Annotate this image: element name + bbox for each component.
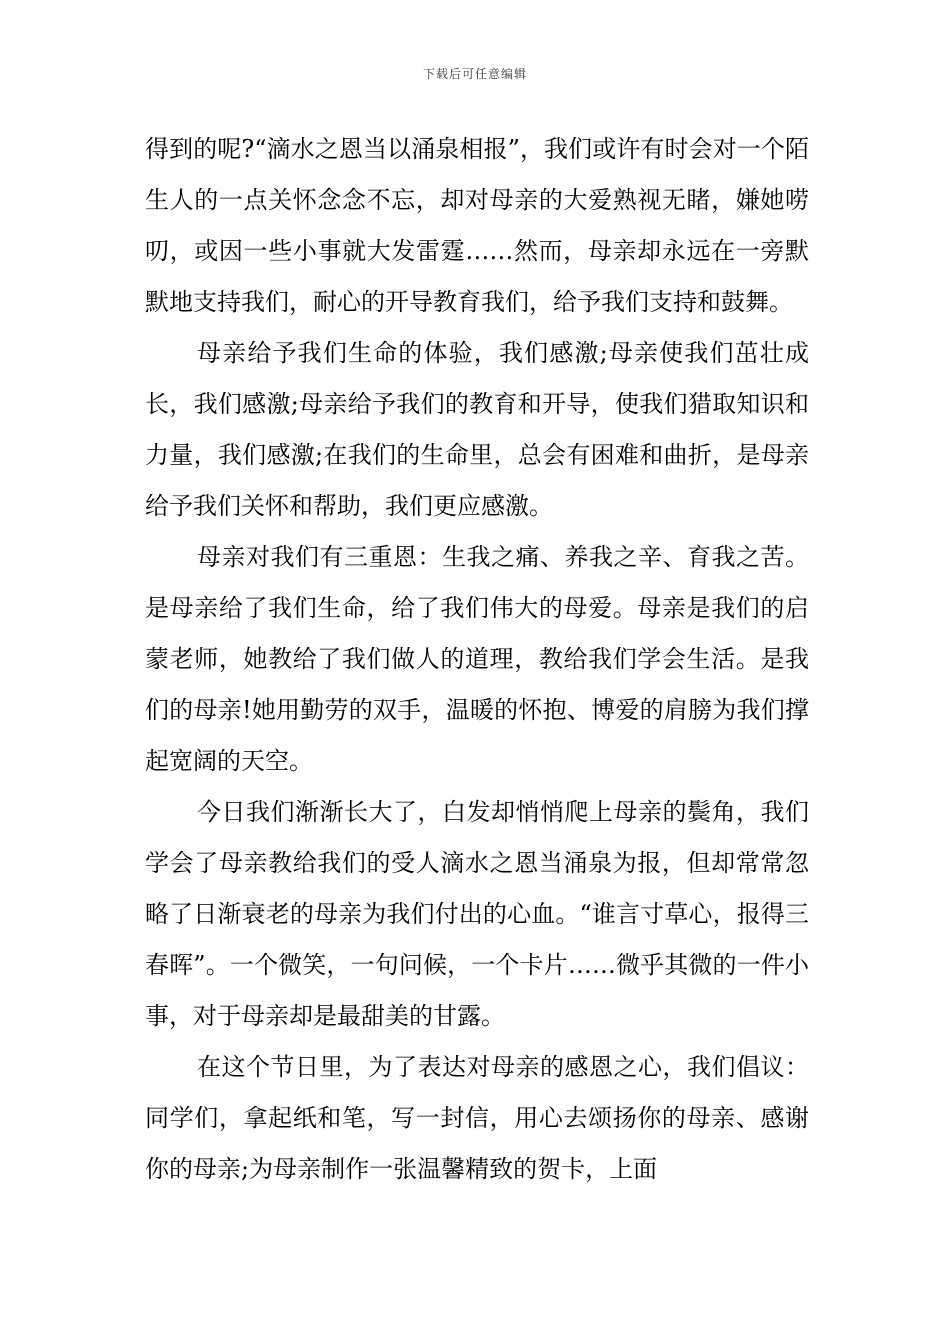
paragraph-4: 今日我们渐渐长大了，白发却悄悄爬上母亲的鬓角，我们学会了母亲教给我们的受人滴水之恩当涌泉为报，但却常常忽略了日渐衰老的母亲为我们付出的心血。“谁言寸草心，报得三春晖”。一个微笑，一句问候，一个卡片……微乎其微的一件小事，对于母亲却是最甜美的甘露。 (145, 798, 809, 1030)
document-body (145, 124, 809, 1195)
paragraph-3: 母亲对我们有三重恩：生我之痛、养我之辛、育我之苦。是母亲给了我们生命，给了我们伟大的母爱。母亲是我们的启蒙老师，她教给了我们做人的道理，教给我们学会生活。是我们的母亲!她用勤劳的双手，温暖的怀抱、博爱的肩膀为我们撑起宽阔的天空。 (145, 543, 809, 775)
page-header: 下载后可任意编辑 (422, 67, 527, 81)
paragraph-1: 得到的呢?“滴水之恩当以涌泉相报”，我们或许有时会对一个陌生人的一点关怀念念不忘，却对母亲的大爱熟视无睹，嫌她唠叨，或因一些小事就大发雷霆……然而，母亲却永远在一旁默默地支持我们，耐心的开导教育我们，给予我们支持和鼓舞。 (145, 135, 809, 316)
paragraph-2: 母亲给予我们生命的体验，我们感激;母亲使我们茁壮成长，我们感激;母亲给予我们的教育和开导，使我们猎取知识和力量，我们感激;在我们的生命里，总会有困难和曲折，是母亲给予我们关怀和帮助，我们更应感激。 (145, 339, 809, 520)
paragraph-5: 在这个节日里，为了表达对母亲的感恩之心，我们倡议：同学们，拿起纸和笔，写一封信，用心去颂扬你的母亲、感谢你的母亲;为母亲制作一张温馨精致的贺卡，上面 (145, 1053, 809, 1183)
